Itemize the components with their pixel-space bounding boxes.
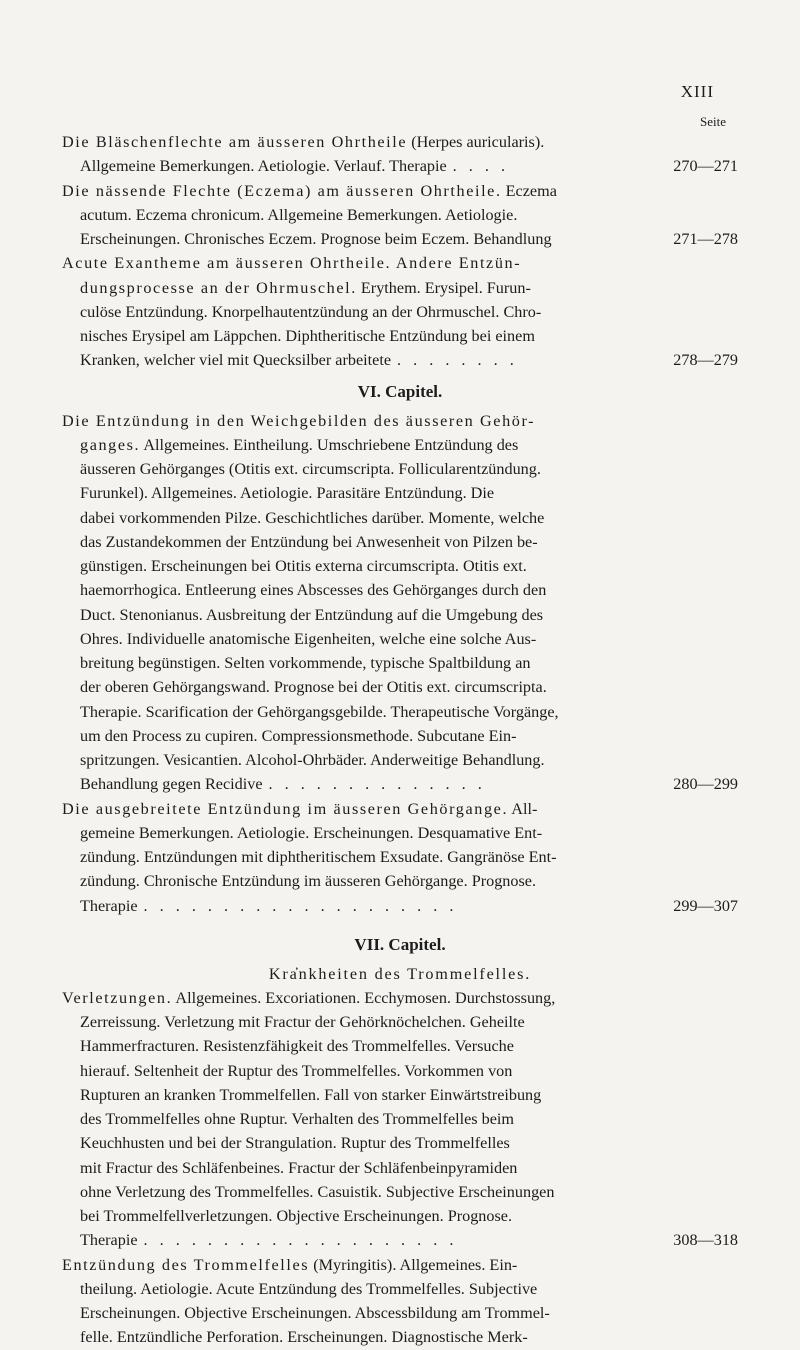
entry-text: (Myringitis). Allgemeines. Ein-: [309, 1255, 518, 1274]
page-range: 299—307: [673, 896, 738, 915]
toc-line: [62, 348, 738, 372]
entry-text: breitung begünstigen. Selten vorkommende, typische Spaltbildung an: [80, 654, 531, 672]
toc-line: [62, 1180, 738, 1204]
entry-text: Therapie: [80, 1231, 138, 1250]
toc-line: [62, 1034, 738, 1058]
entry-text: Keuchhusten und bei der Strangulation. Ruptur des Trommelfelles: [80, 1134, 510, 1153]
dot-leader: . . . . . . . . . . . . . . . . . . . .: [143, 1231, 458, 1250]
toc-line: [62, 1010, 738, 1034]
dot-leader: . . . .: [452, 157, 509, 176]
toc-line-text: [62, 254, 521, 272]
toc-line: [62, 203, 738, 227]
toc-line: [62, 1228, 738, 1252]
entry-text: Allgemeines. Excoriationen. Ecchymosen. Durchstossung,: [172, 988, 556, 1007]
toc-line-text: [80, 1328, 528, 1346]
toc-line: [62, 1301, 738, 1325]
toc-line-text: [80, 227, 552, 251]
entry-text: Erscheinungen. Objective Erscheinungen. Abscessbildung am Trommel-: [80, 1304, 550, 1322]
entry-text: der oberen Gehörgangswand. Prognose bei der Otitis ext. circumscripta.: [80, 678, 547, 697]
toc-line: [62, 1107, 738, 1131]
entry-text: das Zustandekommen der Entzündung bei Anwesenheit von Pilzen be-: [80, 532, 538, 551]
entry-title: Die Entzündung in den Weichgebilden des äusseren Gehör-: [62, 411, 536, 430]
entry-text: äusseren Gehörganges (Otitis ext. circumscripta. Follicularentzündung.: [80, 460, 541, 478]
entry-text: gemeine Bemerkungen. Aetiologie. Erscheinungen. Desquamative Ent-: [80, 823, 543, 842]
toc-line: [62, 154, 738, 178]
dot-leader: . . . . . . . . . . . . . .: [268, 775, 486, 794]
toc-line: [62, 227, 738, 251]
toc-section-chapter-vi: [62, 409, 738, 918]
entry-text: des Trommelfelles ohne Ruptur. Verhalten des Trommelfelles beim: [80, 1110, 515, 1128]
toc-line: [62, 986, 738, 1010]
toc-line-text: [80, 606, 543, 624]
toc-line-text: [80, 460, 541, 478]
toc-line: [62, 772, 738, 796]
toc-line: [62, 1325, 738, 1349]
entry-text: Behandlung gegen Recidive: [80, 775, 263, 794]
entry-title: Entzündung des Trommelfelles: [62, 1255, 310, 1274]
entry-text: Allgemeines. Eintheilung. Umschriebene Entzündung des: [140, 435, 519, 454]
chapter-heading-vi: VI. Capitel.: [357, 381, 443, 401]
toc-section-chapter-vii: [62, 986, 738, 1350]
toc-line-text: [80, 678, 547, 696]
page-range: 270—271: [673, 157, 738, 176]
toc-line-text: [80, 206, 517, 224]
toc-entry: [62, 1253, 738, 1350]
toc-line-text: [62, 133, 544, 151]
entry-text: Allgemeine Bemerkungen. Aetiologie. Verlauf. Therapie: [80, 157, 447, 176]
entry-text: Therapie: [80, 896, 138, 915]
toc-line-text: [80, 894, 138, 918]
toc-line-text: [80, 772, 263, 796]
toc-line: [62, 845, 738, 869]
toc-line: [62, 724, 738, 748]
toc-line-text: [80, 1280, 537, 1298]
toc-entry: [62, 409, 738, 797]
toc-line: [62, 1156, 738, 1180]
entry-text: theilung. Aetiologie. Acute Entzündung des Trommelfelles. Subjective: [80, 1279, 538, 1298]
toc-line-text: [80, 1013, 525, 1031]
entry-title: Die Bläschenflechte am äusseren Ohrtheile: [62, 133, 408, 151]
toc-line: [62, 869, 738, 893]
entry-text: nisches Erysipel am Läppchen. Diphtheritische Entzündung bei einem: [80, 327, 535, 345]
toc-line: [62, 603, 738, 627]
toc-line: [62, 1083, 738, 1107]
toc-line-text: [62, 800, 537, 818]
toc-line: [62, 300, 738, 324]
toc-line-text: [80, 1304, 550, 1322]
toc-line: [62, 179, 738, 203]
seite-label: Seite: [700, 114, 726, 129]
toc-line-text: [80, 751, 545, 769]
toc-line-text: [80, 533, 538, 551]
toc-line-text: [80, 348, 391, 372]
toc-line-text: [80, 509, 544, 527]
toc-line: [62, 481, 738, 505]
toc-line-text: [80, 848, 557, 866]
entry-text: felle. Entzündliche Perforation. Erscheinungen. Diagnostische Merk-: [80, 1328, 528, 1347]
toc-line: [62, 748, 738, 772]
entry-text: dabei vorkommenden Pilze. Geschichtliches darüber. Momente, welche: [80, 508, 545, 527]
toc-line-text: [80, 303, 541, 321]
page-range: 278—279: [673, 351, 738, 370]
toc-line-text: [80, 436, 518, 454]
entry-title: Die ausgebreitete Entzündung im äusseren Gehörgange.: [62, 799, 509, 818]
entry-text: mit Fractur des Schläfenbeines. Fractur der Schläfenbeinpyramiden: [80, 1158, 518, 1177]
dot-leader: . . . . . . . . . . . . . . . . . . . .: [143, 896, 458, 915]
toc-line: [62, 457, 738, 481]
entry-text: Erythem. Erysipel. Furun-: [356, 278, 531, 297]
entry-title: Die nässende Flechte (Eczema) am äusseren Ohrtheile.: [62, 181, 502, 200]
entry-text: spritzungen. Vesicantien. Alcohol-Ohrbäder. Anderweitige Behandlung.: [80, 751, 545, 769]
toc-line: [62, 433, 738, 457]
toc-line-text: [80, 1159, 517, 1177]
toc-line: [62, 251, 738, 275]
entry-text: bei Trommelfellverletzungen. Objective Erscheinungen. Prognose.: [80, 1207, 513, 1225]
page-range: 308—318: [673, 1231, 738, 1250]
entry-text: Rupturen an kranken Trommelfellen. Fall von starker Einwärtstreibung: [80, 1085, 542, 1104]
toc-line: [62, 506, 738, 530]
entry-text: acutum. Eczema chronicum. Allgemeine Bemerkungen. Aetiologie.: [80, 205, 518, 224]
entry-text: günstigen. Erscheinungen bei Otitis externa circumscripta. Otitis ext.: [80, 557, 527, 575]
entry-title: Acute Exantheme am äusseren Ohrtheile. Andere Entzün-: [62, 254, 522, 273]
toc-line-text: [80, 1183, 554, 1201]
toc-line: [62, 651, 738, 675]
entry-text: ohne Verletzung des Trommelfelles. Casuistik. Subjective Erscheinungen: [80, 1182, 555, 1201]
toc-line-text: [62, 1256, 517, 1274]
toc-line-text: [80, 1134, 510, 1152]
page-range: 271—278: [673, 230, 738, 248]
toc-line-text: [62, 182, 557, 200]
toc-line-text: [80, 581, 546, 599]
toc-line: [62, 627, 738, 651]
table-of-contents: [62, 130, 738, 1350]
toc-line-text: [80, 557, 527, 575]
toc-entry: [62, 251, 738, 372]
entry-title: Verletzungen.: [62, 988, 173, 1007]
toc-line-text: [62, 989, 555, 1007]
toc-line: [62, 1253, 738, 1277]
toc-line-text: [80, 872, 536, 890]
chapter-heading-vii: VII. Capitel.: [354, 934, 446, 954]
chapter-subheading-vii: Kra̓nkheiten des Trommelfelles.: [268, 964, 532, 983]
toc-line-text: [80, 824, 542, 842]
toc-line-text: [62, 412, 535, 430]
toc-line: [62, 797, 738, 821]
toc-line-text: [80, 327, 535, 345]
entry-title: ganges.: [80, 435, 141, 454]
toc-entry: [62, 179, 738, 252]
entry-text: Furunkel). Allgemeines. Aetiologie. Parasitäre Entzündung. Die: [80, 484, 495, 503]
toc-line: [62, 821, 738, 845]
toc-entry: [62, 986, 738, 1253]
toc-line-text: [80, 1037, 514, 1055]
entry-text: Duct. Stenonianus. Ausbreitung der Entzündung auf die Umgebung des: [80, 605, 544, 624]
entry-text: hierauf. Seltenheit der Ruptur des Trommelfelles. Vorkommen von: [80, 1061, 513, 1080]
toc-line: [62, 1131, 738, 1155]
toc-line-text: [80, 1110, 514, 1128]
page-number: XIII: [680, 82, 714, 101]
entry-text: culöse Entzündung. Knorpelhautentzündung an der Ohrmuschel. Chro-: [80, 302, 542, 321]
toc-line-text: [80, 154, 447, 178]
toc-line: [62, 894, 738, 918]
toc-line-text: [80, 279, 531, 297]
toc-line-text: [80, 703, 559, 721]
toc-line-text: [80, 630, 536, 648]
toc-line-text: [80, 1228, 138, 1252]
entry-text: Kranken, welcher viel mit Quecksilber arbeitete: [80, 351, 392, 370]
toc-line: [62, 324, 738, 348]
toc-entry: [62, 797, 738, 918]
toc-line-text: [80, 654, 530, 672]
toc-section-top: [62, 130, 738, 373]
toc-entry: [62, 130, 738, 179]
entry-text: Hammerfracturen. Resistenzfähigkeit des Trommelfelles. Versuche: [80, 1037, 514, 1056]
toc-line: [62, 578, 738, 602]
toc-line: [62, 1059, 738, 1083]
toc-line: [62, 700, 738, 724]
toc-line: [62, 675, 738, 699]
toc-line: [62, 554, 738, 578]
entry-text: zündung. Entzündungen mit diphtheritischem Exsudate. Gangränöse Ent-: [80, 848, 557, 866]
toc-line-text: [80, 1207, 512, 1225]
toc-line: [62, 409, 738, 433]
toc-line: [62, 1277, 738, 1301]
toc-line: [62, 276, 738, 300]
entry-text: Erscheinungen. Chronisches Eczem. Prognose beim Eczem. Behandlung: [80, 230, 552, 248]
entry-text: haemorrhogica. Entleerung eines Abscesses des Gehörganges durch den: [80, 581, 547, 600]
page-range: 280—299: [673, 775, 738, 794]
toc-line: [62, 530, 738, 554]
entry-text: Zerreissung. Verletzung mit Fractur der Gehörknöchelchen. Geheilte: [80, 1013, 525, 1031]
toc-line-text: [80, 1086, 541, 1104]
entry-text: Therapie. Scarification der Gehörgangsgebilde. Therapeutische Vorgänge,: [80, 702, 559, 721]
toc-line-text: [80, 484, 494, 502]
entry-text: zündung. Chronische Entzündung im äusseren Gehörgange. Prognose.: [80, 872, 537, 891]
entry-text: Ohres. Individuelle anatomische Eigenheiten, welche eine solche Aus-: [80, 629, 537, 648]
toc-line: [62, 1204, 738, 1228]
entry-text: (Herpes auricularis).: [407, 133, 545, 151]
toc-line-text: [80, 1062, 512, 1080]
toc-line: [62, 130, 738, 154]
toc-line-text: [80, 727, 517, 745]
entry-text: Eczema: [501, 181, 557, 200]
entry-text: All-: [508, 799, 538, 818]
dot-leader: . . . . . . . .: [397, 351, 518, 370]
entry-title: dungsprocesse an der Ohrmuschel.: [80, 278, 357, 297]
entry-text: um den Process zu cupiren. Compressionsmethode. Subcutane Ein-: [80, 726, 517, 745]
